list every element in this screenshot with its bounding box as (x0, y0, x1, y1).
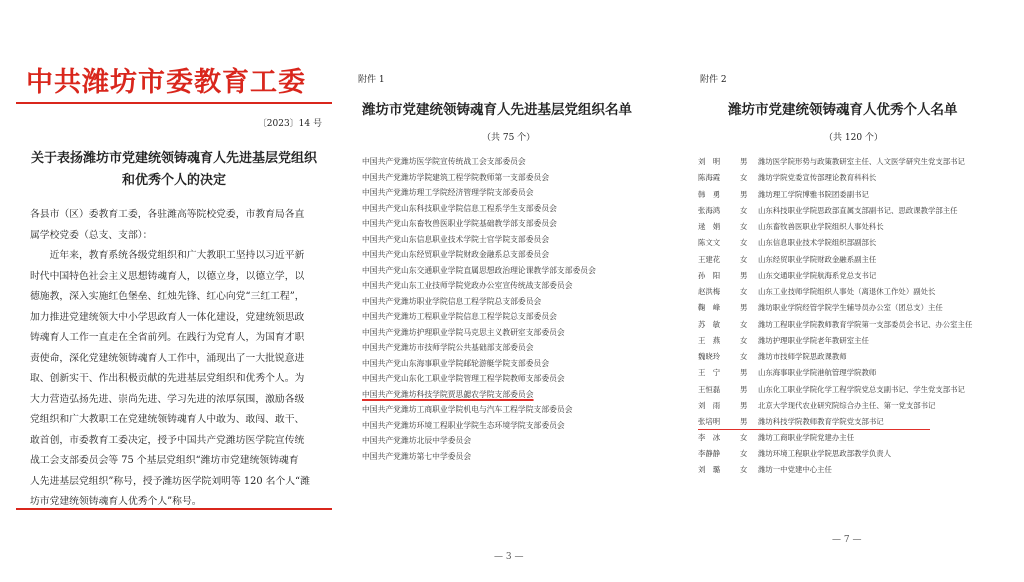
list-item (698, 252, 1022, 268)
list-count: （共 75 个） (482, 133, 536, 143)
person-sex: 男 (740, 417, 748, 426)
person-position: 潍坊理工学院博雅书院团委副书记 (758, 189, 869, 199)
list-item (698, 430, 1022, 446)
person-position: 潍坊环境工程职业学院思政部教学负责人 (758, 449, 892, 458)
person-name: 刘 璐 (698, 465, 721, 475)
person-sex: 女 (740, 465, 748, 475)
body-line: 德施教，深入实施红色堡垒、红烛先锋、红心向党“三红工程”， (30, 291, 305, 302)
footer-red-rule (16, 508, 332, 510)
person-name: 张培明 (698, 417, 721, 426)
person-sex: 女 (740, 205, 748, 215)
list-item (698, 300, 1022, 316)
person-name: 陈文文 (698, 238, 721, 248)
person-name: 李静静 (698, 449, 721, 458)
list-item (698, 317, 1022, 333)
organization-name: 中国共产党山东畜牧兽医职业学院基础教学部支部委员会 (362, 219, 557, 228)
body-line: 取、创新实干、作出积极贡献的先进基层党组织和优秀个人。为 (30, 373, 305, 384)
body-line: 敢首创，市委教育工委决定，授予中国共产党潍坊医学院宣传统 (30, 434, 305, 446)
organization-name: 中国共产党潍坊第七中学委员会 (362, 451, 472, 461)
document-title-line-2: 和优秀个人的决定 (121, 173, 226, 188)
list-item (698, 382, 1022, 398)
attachment-label: 附件 1 (358, 75, 385, 85)
document-header: 中共潍坊市委教育工委 (26, 67, 306, 98)
organization-name: 中国共产党山东经贸职业学院财政金融系总支部委员会 (362, 250, 550, 259)
list-item (698, 398, 1022, 414)
person-position: 北京大学现代农业研究院综合办主任、第一党支部书记 (758, 400, 936, 410)
person-position: 潍坊职业学院经管学院学生辅导员办公室（团总支）主任 (758, 303, 943, 313)
organization-name: 中国共产党潍坊工程职业学院信息工程学院总支部委员会 (362, 312, 557, 321)
body-line: 时代中国特色社会主义思想铸魂育人，以德立身，以德立学，以 (30, 270, 305, 282)
list-item (362, 170, 682, 186)
person-name: 魏晓玲 (698, 352, 721, 361)
person-sex: 女 (740, 449, 748, 458)
person-position: 山东工业技师学院组织人事处（离退休工作处）副处长 (758, 287, 936, 296)
person-position: 潍坊学院党委宣传部理论教育科科长 (758, 173, 877, 183)
list-item (362, 418, 682, 434)
person-sex: 女 (740, 352, 748, 361)
person-sex: 女 (740, 287, 748, 296)
person-position: 山东交通职业学院航海系党总支书记 (758, 270, 877, 280)
person-position: 山东畜牧兽医职业学院组织人事处科长 (758, 222, 884, 231)
body-line: 铸魂育人工作一直走在全省前列。在践行为党育人，为国育才职 (30, 332, 305, 343)
list-item (698, 203, 1022, 219)
list-item (698, 235, 1022, 251)
person-sex: 女 (740, 238, 748, 248)
list-item (698, 268, 1022, 284)
person-sex: 男 (740, 189, 748, 199)
list-item (362, 294, 682, 310)
list-item (698, 187, 1022, 203)
person-sex: 女 (740, 173, 748, 183)
person-name: 王 燕 (698, 335, 721, 345)
person-name: 王 宁 (698, 368, 721, 378)
list-item (698, 170, 1022, 186)
person-name: 李 冰 (698, 432, 721, 442)
list-item (698, 446, 1022, 462)
document-body (30, 205, 330, 513)
person-sex: 女 (740, 432, 748, 442)
person-name: 鞠 峰 (698, 303, 721, 313)
body-line: 近年来，教育系统各级党组织和广大教职工坚持以习近平新 (30, 250, 305, 261)
person-position: 山东信息职业技术学院组织部副部长 (758, 238, 877, 248)
person-position: 山东海事职业学院港航管理学院教师 (758, 368, 877, 378)
person-name: 韩 勇 (698, 189, 721, 199)
person-position: 潍坊一中党建中心主任 (758, 465, 832, 475)
list-item (362, 325, 682, 341)
organization-name: 中国共产党潍坊市技师学院公共基础部支部委员会 (362, 343, 534, 352)
person-name: 刘 雨 (698, 400, 721, 410)
list-item (698, 349, 1022, 365)
body-line: 属学校党委（总支、支部）： (30, 229, 153, 241)
person-list (698, 154, 1022, 479)
person-position: 潍坊工商职业学院党建办主任 (758, 432, 855, 442)
list-title: 潍坊市党建统领铸魂育人先进基层党组织名单 (362, 102, 632, 118)
list-item (362, 232, 682, 248)
list-item (362, 387, 682, 403)
list-item (362, 263, 682, 279)
list-item (362, 247, 682, 263)
organization-list (362, 154, 682, 464)
organization-name: 中国共产党潍坊工商职业学院机电与汽车工程学院支部委员会 (362, 405, 573, 414)
decision-page (0, 0, 344, 582)
person-name: 孙 阳 (698, 270, 721, 280)
list-item (362, 216, 682, 232)
person-position: 山东化工职业学院化学工程学院党总支副书记、学生党支部书记 (758, 384, 965, 394)
person-name: 刘 明 (698, 157, 721, 166)
attachment-2-page (684, 0, 1024, 582)
person-sex: 男 (740, 270, 748, 280)
body-line: 坊市党建统领铸魂育人优秀个人”称号。 (30, 496, 202, 507)
organization-name: 中国共产党山东海事职业学院邮轮游艇学院支部委员会 (362, 358, 550, 368)
list-item (362, 154, 682, 170)
list-item (362, 356, 682, 372)
document-number: 〔2023〕14 号 (257, 119, 322, 129)
body-line: 战工会支部委员会等 75 个基层党组织“潍坊市党建统领铸魂育 (30, 455, 299, 466)
person-name: 王建花 (698, 254, 721, 264)
list-item (698, 219, 1022, 235)
person-sex: 男 (740, 368, 748, 378)
organization-name: 中国共产党山东信息职业技术学院士官学院支部委员会 (362, 234, 550, 244)
body-line: 加力推进党建统领大中小学思政育人一体化建设，党建统领思政 (30, 311, 305, 323)
person-name: 陈海霞 (698, 173, 721, 183)
organization-name: 中国共产党潍坊北辰中学委员会 (362, 436, 472, 445)
body-line: 责使命，深化党建统领铸魂育人工作中，涌现出了一大批锐意进 (30, 352, 305, 364)
list-item (698, 333, 1022, 349)
list-item (362, 449, 682, 465)
list-item (698, 414, 930, 430)
organization-name: 中国共产党潍坊职业学院信息工程学院总支部委员会 (362, 296, 542, 306)
attachment-label: 附件 2 (700, 75, 727, 85)
list-count: （共 120 个） (824, 133, 883, 143)
organization-name: 中国共产党潍坊科技学院贾思勰农学院支部委员会 (362, 389, 534, 399)
organization-name: 中国共产党潍坊理工学院经济管理学院支部委员会 (362, 188, 534, 197)
document-title-line-1: 关于表扬潍坊市党建统领铸魂育人先进基层党组织 (30, 151, 317, 166)
organization-name: 中国共产党潍坊医学院宣传统战工会支部委员会 (362, 157, 526, 166)
body-line: 人先进基层党组织”称号，授予潍坊医学院刘明等 120 名个人“潍 (30, 475, 310, 487)
person-position: 潍坊市技师学院思政课教师 (758, 352, 847, 361)
person-sex: 女 (740, 222, 748, 231)
list-item (362, 402, 682, 418)
person-sex: 男 (740, 384, 748, 394)
person-position: 山东科技职业学院思政部直属支部副书记、思政课教学部主任 (758, 205, 958, 215)
organization-name: 中国共产党山东工业技师学院党政办公室宣传统战支部委员会 (362, 281, 573, 290)
list-item (362, 201, 682, 217)
person-sex: 男 (740, 157, 748, 166)
list-item (698, 284, 1022, 300)
list-item (698, 365, 1022, 381)
list-item (698, 154, 1022, 170)
person-name: 王恒磊 (698, 384, 721, 394)
list-item (362, 340, 682, 356)
body-line: 大力营造弘扬先进、崇尚先进、学习先进的浓厚氛围，激励各级 (30, 393, 305, 405)
person-sex: 男 (740, 400, 748, 410)
organization-name: 中国共产党潍坊学院建筑工程学院教师第一支部委员会 (362, 172, 550, 182)
person-name: 赵洪梅 (698, 287, 721, 296)
organization-name: 中国共产党山东交通职业学院直属思想政治理论课教学部支部委员会 (362, 265, 596, 275)
list-item (362, 371, 682, 387)
attachment-1-page (344, 0, 684, 582)
header-red-rule (16, 102, 332, 104)
person-position: 潍坊科技学院教师教育学院党支部书记 (758, 417, 884, 426)
page-number: — 7 — (832, 535, 862, 545)
list-item (362, 185, 682, 201)
organization-name: 中国共产党潍坊环境工程职业学院生态环境学院支部委员会 (362, 420, 565, 430)
organization-name: 中国共产党潍坊护理职业学院马克思主义教研室支部委员会 (362, 327, 565, 337)
page-number: — 3 — (494, 552, 524, 562)
person-sex: 女 (740, 254, 748, 264)
person-position: 山东经贸职业学院财政金融系副主任 (758, 254, 877, 264)
list-title: 潍坊市党建统领铸魂育人优秀个人名单 (728, 102, 958, 118)
list-item (698, 462, 1022, 478)
person-position: 潍坊医学院形势与政策教研室主任、人文医学研究生党支部书记 (758, 157, 965, 166)
person-name: 苏 敏 (698, 319, 721, 329)
person-sex: 女 (740, 335, 748, 345)
organization-name: 中国共产党山东科技职业学院信息工程系学生支部委员会 (362, 203, 557, 213)
person-name: 逯 娟 (698, 222, 721, 231)
list-item (362, 278, 682, 294)
person-sex: 男 (740, 303, 748, 313)
person-position: 潍坊护理职业学院老年教研室主任 (758, 335, 869, 345)
body-line: 党组织和广大教职工在党建统领铸魂育人中敢为、敢闯、敢干、 (30, 414, 305, 425)
body-line: 各县市（区）委教育工委，各驻潍高等院校党委，市教育局各直 (30, 209, 305, 220)
list-item (362, 433, 682, 449)
person-position: 潍坊工程职业学院教师教育学院第一支部委员会书记、办公室主任 (758, 319, 973, 329)
organization-name: 中国共产党山东化工职业学院管理工程学院教师支部委员会 (362, 374, 565, 383)
person-name: 张海鸿 (698, 205, 721, 215)
list-item (362, 309, 682, 325)
person-sex: 女 (740, 319, 748, 329)
